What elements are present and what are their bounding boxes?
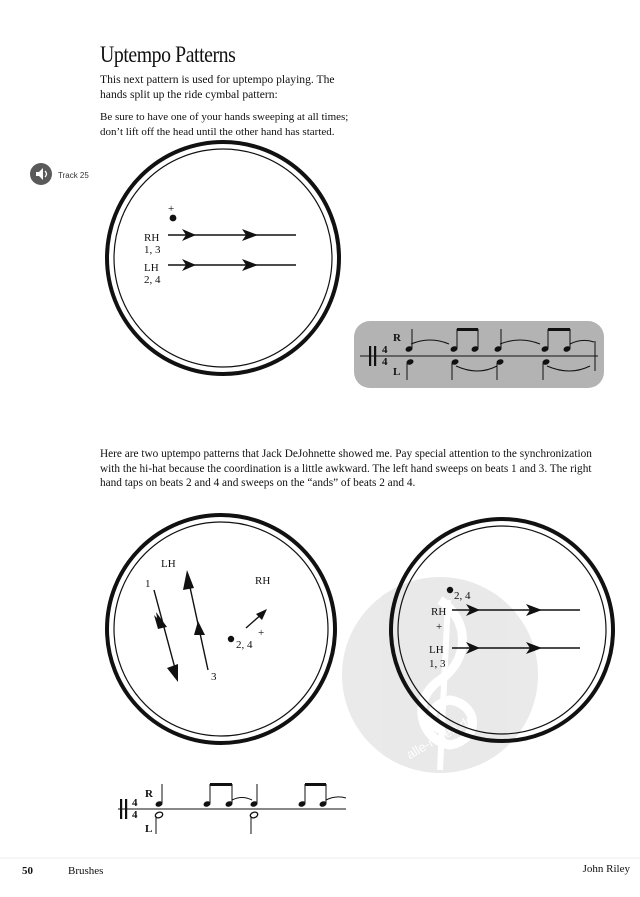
tap-dot (170, 215, 177, 222)
rh-label: RH (255, 575, 271, 587)
section-name: Brushes (68, 865, 104, 877)
author-name: John Riley (582, 863, 630, 875)
arrowhead (194, 621, 205, 635)
arrowhead (183, 570, 194, 590)
notation-pattern-1 (354, 321, 604, 388)
rh-beats-label: 1, 3 (144, 244, 161, 256)
track-label: Track 25 (58, 171, 89, 180)
time-signature-bottom: 4 (132, 809, 138, 821)
page-title: Uptempo Patterns (100, 42, 236, 67)
time-signature-top: 4 (382, 344, 388, 356)
right-hand-label: R (145, 788, 153, 800)
rh-label: RH (144, 232, 160, 244)
intro-line: This next pattern is used for uptempo playing. The (100, 73, 335, 86)
tap-dot (447, 587, 453, 593)
arrowhead (167, 664, 178, 682)
rh-label: RH (431, 606, 447, 618)
lh-beats-label: 1, 3 (429, 658, 446, 670)
plus-label: + (436, 621, 443, 633)
time-signature-top: 4 (132, 797, 138, 809)
right-hand-label: R (393, 332, 401, 344)
paragraph-line: Here are two uptempo patterns that Jack DeJohnette showed me. Pay special attention to the synchronization (100, 448, 592, 460)
tap-dot (228, 636, 234, 642)
lh-label: LH (429, 644, 444, 656)
lh-label: LH (144, 262, 159, 274)
body-paragraph (100, 447, 592, 491)
left-hand-label: L (145, 823, 153, 835)
paragraph-line: with the hi-hat because the coordination is a little awkward. The left hand sweeps on beats 1 and 3. The right (100, 462, 592, 475)
lh-label: LH (161, 558, 176, 570)
beat-3-label: 3 (211, 671, 217, 683)
intro-line: hands split up the ride cymbal pattern: (100, 87, 278, 101)
beat-1-label: 1 (145, 578, 151, 590)
time-signature-bottom: 4 (382, 356, 388, 368)
beats-2-4-label: 2, 4 (454, 590, 471, 602)
left-hand-label: L (393, 366, 401, 378)
plus-label: + (258, 627, 265, 639)
plus-label: + (168, 203, 175, 215)
tip-line: Be sure to have one of your hands sweeping at all times; (100, 111, 349, 123)
lh-beats-label: 2, 4 (144, 274, 161, 286)
watermark-text: alle-noten.de (403, 711, 477, 763)
drum-head-diagram-1 (107, 142, 339, 374)
drum-head-diagram-2 (107, 515, 335, 743)
page-number: 50 (22, 865, 33, 877)
beats-2-4-label: 2, 4 (236, 639, 253, 651)
tip-line: don’t lift off the head until the other hand has started. (100, 125, 335, 138)
paragraph-line: hand taps on beats 2 and 4 and sweeps on the “ands” of beats 2 and 4. (100, 477, 416, 490)
notation-pattern-2 (118, 783, 346, 835)
